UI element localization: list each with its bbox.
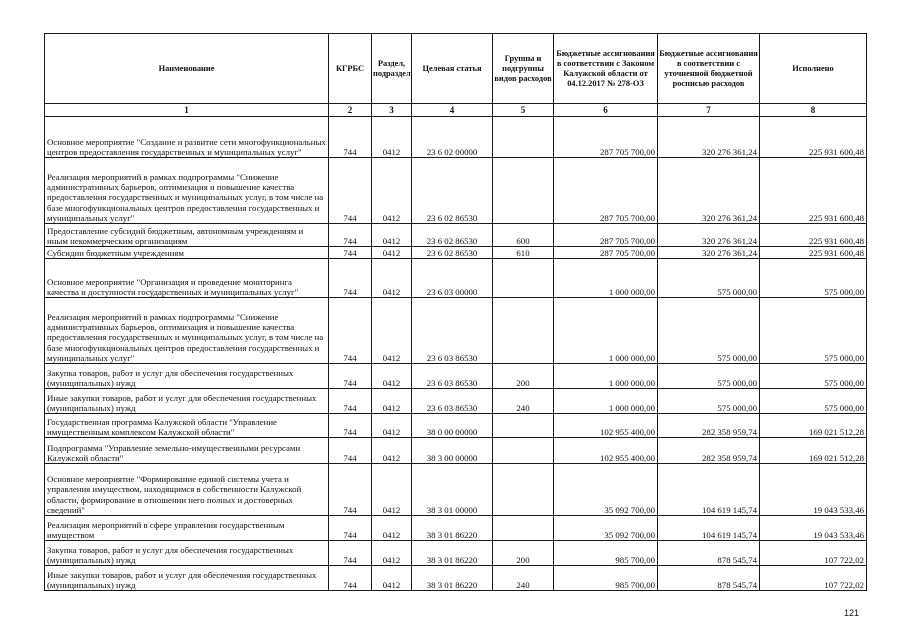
row-target: 23 6 02 86530 — [412, 158, 493, 224]
page-number: 121 — [843, 608, 859, 618]
header-target: Целевая статья — [412, 34, 493, 104]
table-row — [45, 158, 867, 224]
row-kgrbs: 744 — [329, 158, 372, 224]
header-kgrbs: КГРБС — [329, 34, 372, 104]
row-target: 23 6 03 86530 — [412, 298, 493, 364]
row-target: 23 6 03 86530 — [412, 364, 493, 389]
column-number: 4 — [412, 104, 493, 117]
row-name: Подпрограмма "Управление земельно-имущественными ресурсами Калужской области" — [45, 438, 329, 464]
row-kgrbs: 744 — [329, 541, 372, 566]
table-row — [45, 298, 867, 364]
row-group: 610 — [493, 247, 554, 259]
row-law-amount: 35 092 700,00 — [554, 516, 658, 541]
row-target: 23 6 02 00000 — [412, 117, 493, 158]
row-razdel: 0412 — [372, 414, 412, 438]
row-executed-amount: 107 722,02 — [760, 566, 867, 591]
row-executed-amount: 169 021 512,28 — [760, 438, 867, 464]
row-executed-amount: 225 931 600,48 — [760, 117, 867, 158]
table-row — [45, 464, 867, 516]
row-executed-amount: 107 722,02 — [760, 541, 867, 566]
header-razdel: Раздел, подраздел — [372, 34, 412, 104]
header-revised: Бюджетные ассигнования в соответствии с уточненной бюджетной росписью расходов — [658, 34, 760, 104]
row-razdel: 0412 — [372, 464, 412, 516]
row-razdel: 0412 — [372, 364, 412, 389]
row-name: Реализация мероприятий в сфере управления государственным имуществом — [45, 516, 329, 541]
table-row — [45, 541, 867, 566]
column-number: 8 — [760, 104, 867, 117]
row-group — [493, 464, 554, 516]
row-executed-amount: 19 043 533,46 — [760, 516, 867, 541]
row-kgrbs: 744 — [329, 117, 372, 158]
row-kgrbs: 744 — [329, 566, 372, 591]
row-kgrbs: 744 — [329, 438, 372, 464]
row-kgrbs: 744 — [329, 516, 372, 541]
row-law-amount: 287 705 700,00 — [554, 117, 658, 158]
row-razdel: 0412 — [372, 566, 412, 591]
row-razdel: 0412 — [372, 158, 412, 224]
table-row — [45, 516, 867, 541]
row-razdel: 0412 — [372, 516, 412, 541]
table-row — [45, 389, 867, 414]
row-law-amount: 287 705 700,00 — [554, 158, 658, 224]
header-row — [45, 34, 867, 104]
row-razdel: 0412 — [372, 117, 412, 158]
row-target: 38 3 01 86220 — [412, 541, 493, 566]
row-revised-amount: 104 619 145,74 — [658, 516, 760, 541]
row-revised-amount: 575 000,00 — [658, 389, 760, 414]
row-kgrbs: 744 — [329, 224, 372, 247]
row-law-amount: 985 700,00 — [554, 541, 658, 566]
row-group — [493, 158, 554, 224]
row-target: 38 0 00 00000 — [412, 414, 493, 438]
row-revised-amount: 575 000,00 — [658, 364, 760, 389]
row-name: Иные закупки товаров, работ и услуг для обеспечения государственных (муниципальных) нужд — [45, 566, 329, 591]
row-group: 240 — [493, 389, 554, 414]
row-law-amount: 102 955 400,00 — [554, 414, 658, 438]
header-executed: Исполнено — [760, 34, 867, 104]
row-law-amount: 985 700,00 — [554, 566, 658, 591]
row-kgrbs: 744 — [329, 389, 372, 414]
row-group — [493, 438, 554, 464]
row-law-amount: 35 092 700,00 — [554, 464, 658, 516]
row-executed-amount: 225 931 600,48 — [760, 158, 867, 224]
table-row — [45, 414, 867, 438]
row-target: 38 3 01 86220 — [412, 566, 493, 591]
row-executed-amount: 169 021 512,28 — [760, 414, 867, 438]
row-law-amount: 1 000 000,00 — [554, 298, 658, 364]
table-row — [45, 438, 867, 464]
row-revised-amount: 282 358 959,74 — [658, 438, 760, 464]
row-target: 23 6 02 86530 — [412, 224, 493, 247]
row-executed-amount: 225 931 600,48 — [760, 247, 867, 259]
row-executed-amount: 19 043 533,46 — [760, 464, 867, 516]
column-number: 7 — [658, 104, 760, 117]
row-law-amount: 102 955 400,00 — [554, 438, 658, 464]
row-kgrbs: 744 — [329, 247, 372, 259]
column-number: 5 — [493, 104, 554, 117]
header-name: Наименование — [45, 34, 329, 104]
row-razdel: 0412 — [372, 259, 412, 298]
row-group: 200 — [493, 364, 554, 389]
table-row — [45, 566, 867, 591]
row-group — [493, 414, 554, 438]
row-executed-amount: 575 000,00 — [760, 259, 867, 298]
row-revised-amount: 878 545,74 — [658, 541, 760, 566]
row-name: Основное мероприятие "Формирование единой системы учета и управления имуществом, находящимся в собственности Калужской области, формирование в отношении него полных и достоверных сведений" — [45, 464, 329, 516]
row-name: Иные закупки товаров, работ и услуг для обеспечения государственных (муниципальных) нужд — [45, 389, 329, 414]
row-revised-amount: 878 545,74 — [658, 566, 760, 591]
row-group: 240 — [493, 566, 554, 591]
row-name: Предоставление субсидий бюджетным, автономным учреждениям и иным некоммерческим организациям — [45, 224, 329, 247]
row-kgrbs: 744 — [329, 298, 372, 364]
row-revised-amount: 320 276 361,24 — [658, 158, 760, 224]
row-revised-amount: 282 358 959,74 — [658, 414, 760, 438]
row-target: 38 3 00 00000 — [412, 438, 493, 464]
row-name: Основное мероприятие "Создание и развитие сети многофункциональных центров предоставления государственных и муниципальных услуг" — [45, 117, 329, 158]
column-number: 2 — [329, 104, 372, 117]
row-executed-amount: 575 000,00 — [760, 364, 867, 389]
row-kgrbs: 744 — [329, 259, 372, 298]
row-kgrbs: 744 — [329, 464, 372, 516]
row-name: Субсидии бюджетным учреждениям — [45, 247, 329, 259]
row-law-amount: 287 705 700,00 — [554, 224, 658, 247]
row-revised-amount: 575 000,00 — [658, 298, 760, 364]
row-name: Закупка товаров, работ и услуг для обеспечения государственных (муниципальных) нужд — [45, 541, 329, 566]
row-razdel: 0412 — [372, 224, 412, 247]
table-row — [45, 224, 867, 247]
column-number: 3 — [372, 104, 412, 117]
row-target: 38 3 01 86220 — [412, 516, 493, 541]
budget-table — [44, 33, 867, 591]
row-group: 200 — [493, 541, 554, 566]
row-target: 23 6 02 86530 — [412, 247, 493, 259]
row-kgrbs: 744 — [329, 364, 372, 389]
header-law: Бюджетные ассигнования в соответствии с Законом Калужской области от 04.12.2017 № 278-ОЗ — [554, 34, 658, 104]
header-groups: Группы и подгруппы видов расходов — [493, 34, 554, 104]
row-razdel: 0412 — [372, 541, 412, 566]
row-executed-amount: 225 931 600,48 — [760, 224, 867, 247]
column-number: 1 — [45, 104, 329, 117]
table-body — [45, 117, 867, 591]
row-law-amount: 1 000 000,00 — [554, 364, 658, 389]
row-name: Закупка товаров, работ и услуг для обеспечения государственных (муниципальных) нужд — [45, 364, 329, 389]
row-group — [493, 298, 554, 364]
table-row — [45, 259, 867, 298]
row-group — [493, 516, 554, 541]
row-group: 600 — [493, 224, 554, 247]
row-group — [493, 259, 554, 298]
row-name: Реализация мероприятий в рамках подпрограммы "Снижение административных барьеров, оптимизация и повышение качества предоставления государственных и муниципальных услуг, в том числе на базе многофункциональных центров предоставления государственных и муниципальных услуг" — [45, 158, 329, 224]
table-row — [45, 364, 867, 389]
row-group — [493, 117, 554, 158]
row-revised-amount: 104 619 145,74 — [658, 464, 760, 516]
row-law-amount: 1 000 000,00 — [554, 259, 658, 298]
row-revised-amount: 575 000,00 — [658, 259, 760, 298]
row-executed-amount: 575 000,00 — [760, 389, 867, 414]
row-name: Основное мероприятие "Организация и проведение мониторинга качества и доступности государственных и муниципальных услуг" — [45, 259, 329, 298]
table-row — [45, 247, 867, 259]
row-razdel: 0412 — [372, 389, 412, 414]
row-revised-amount: 320 276 361,24 — [658, 224, 760, 247]
row-razdel: 0412 — [372, 247, 412, 259]
row-target: 23 6 03 86530 — [412, 389, 493, 414]
row-law-amount: 1 000 000,00 — [554, 389, 658, 414]
row-revised-amount: 320 276 361,24 — [658, 117, 760, 158]
table-row — [45, 117, 867, 158]
row-target: 38 3 01 00000 — [412, 464, 493, 516]
row-name: Реализация мероприятий в рамках подпрограммы "Снижение административных барьеров, оптимизация и повышение качества предоставления государственных и муниципальных услуг, в том числе на базе многофункциональных центров предоставления государственных и муниципальных услуг" — [45, 298, 329, 364]
row-kgrbs: 744 — [329, 414, 372, 438]
row-revised-amount: 320 276 361,24 — [658, 247, 760, 259]
row-razdel: 0412 — [372, 438, 412, 464]
column-number-row — [45, 104, 867, 117]
row-razdel: 0412 — [372, 298, 412, 364]
row-executed-amount: 575 000,00 — [760, 298, 867, 364]
column-number: 6 — [554, 104, 658, 117]
row-law-amount: 287 705 700,00 — [554, 247, 658, 259]
row-target: 23 6 03 00000 — [412, 259, 493, 298]
row-name: Государственная программа Калужской области "Управление имущественным комплексом Калужской области" — [45, 414, 329, 438]
